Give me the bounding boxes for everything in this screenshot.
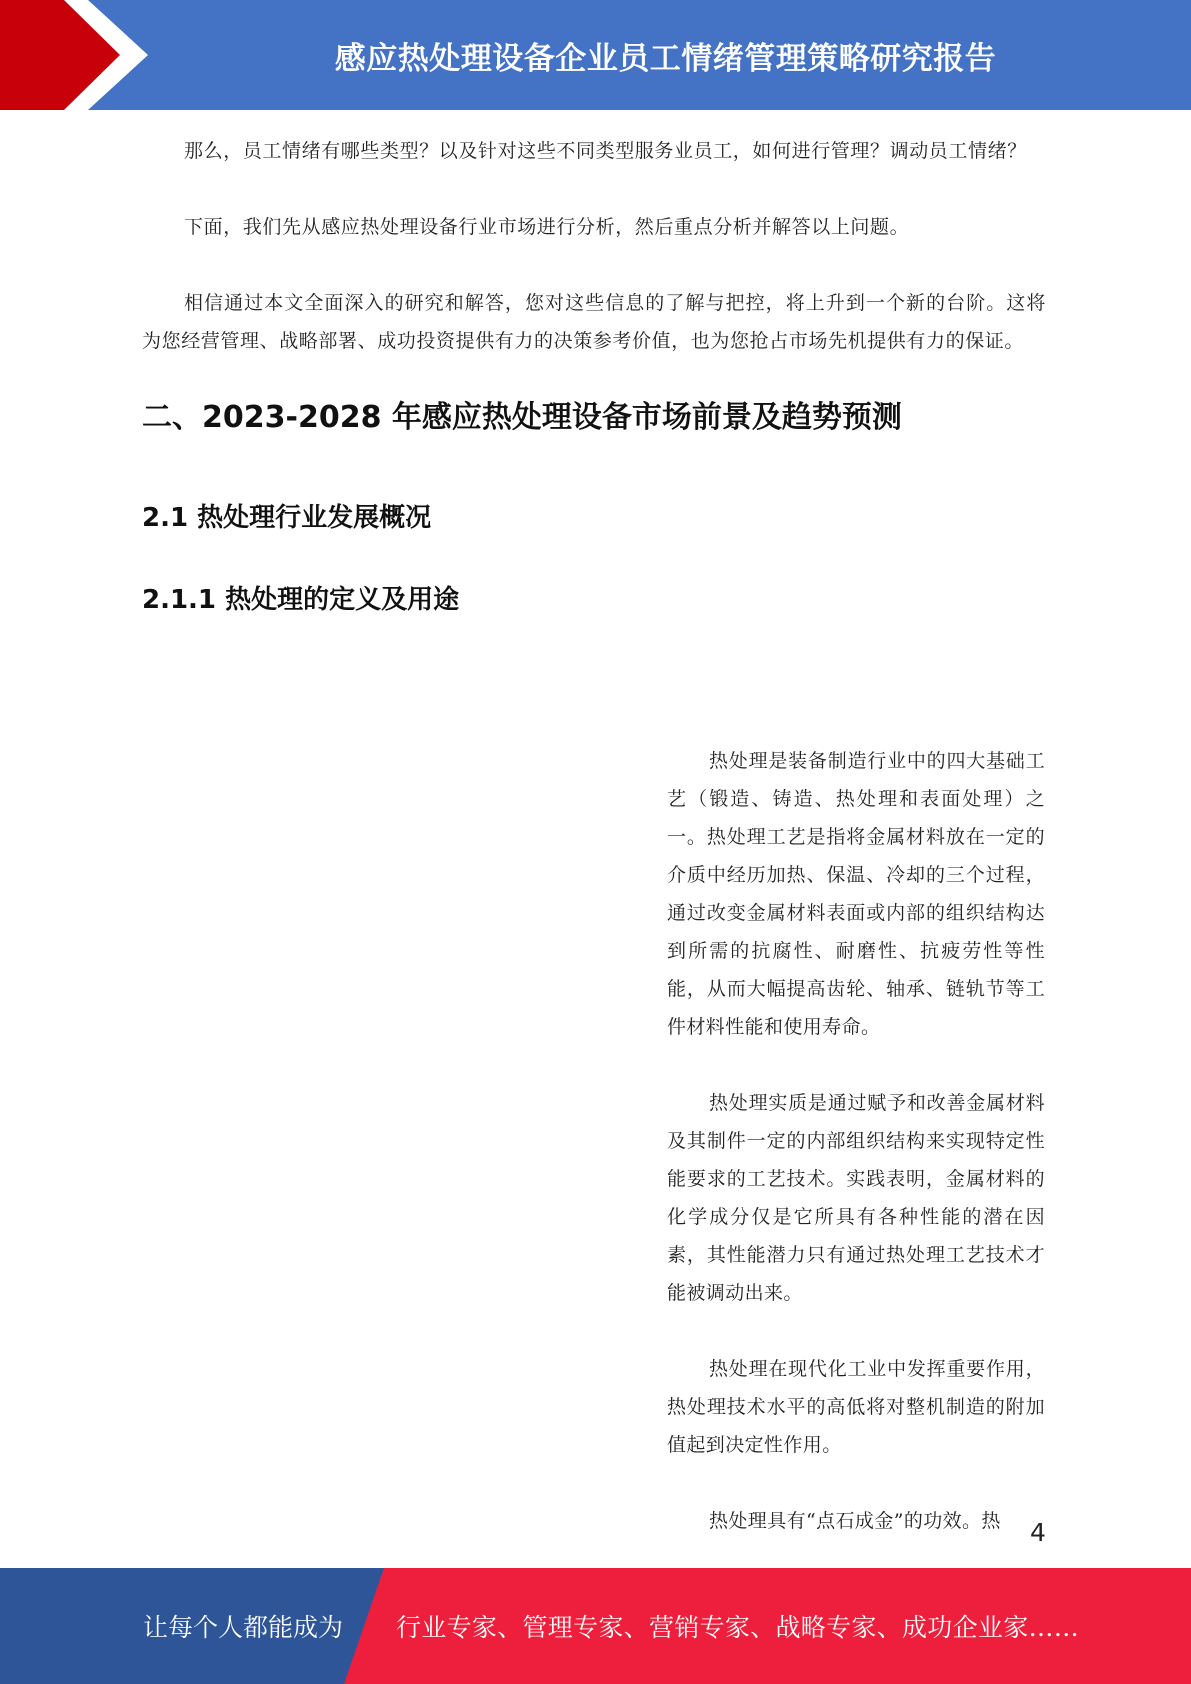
intro-paragraph: 那么，员工情绪有哪些类型？以及针对这些不同类型服务业员工，如何进行管理？调动员工情绪？	[184, 140, 1027, 162]
column-paragraph: 热处理在现代化工业中发挥重要作用，热处理技术水平的高低将对整机制造的附加值起到决定性作用。	[667, 1358, 1045, 1456]
footer-slogan-right: 行业专家、管理专家、营销专家、战略专家、成功企业家……	[396, 1613, 1080, 1642]
subsection-heading: 2.1 热处理行业发展概况	[142, 503, 432, 533]
column-paragraph: 热处理具有“点石成金”的功效。热	[709, 1510, 1001, 1532]
column-paragraph: 热处理是装备制造行业中的四大基础工艺（锻造、铸造、热处理和表面处理）之一。热处理工艺是指将金属材料放在一定的介质中经历加热、保温、冷却的三个过程，通过改变金属材料表面或内部的组织结构达到所需的抗腐性、耐磨性、抗疲劳性等性能，从而大幅提高齿轮、轴承、链轨节等工件材料性能和使用寿命。	[667, 750, 1045, 1038]
right-text-column	[667, 742, 1045, 1540]
document-title: 感应热处理设备企业员工情绪管理策略研究报告	[334, 40, 997, 77]
section-heading: 二、2023-2028 年感应热处理设备市场前景及趋势预测	[142, 400, 902, 435]
header-band	[0, 0, 1191, 110]
footer-slogan-left: 让每个人都能成为	[143, 1613, 344, 1642]
intro-paragraph: 相信通过本文全面深入的研究和解答，您对这些信息的了解与把控，将上升到一个新的台阶。这将为您经营管理、战略部署、成功投资提供有力的决策参考价值，也为您抢占市场先机提供有力的保证。	[142, 292, 1046, 352]
intro-paragraph: 下面，我们先从感应热处理设备行业市场进行分析，然后重点分析并解答以上问题。	[184, 216, 910, 238]
page-number: 4	[1030, 1518, 1046, 1547]
subsubsection-heading: 2.1.1 热处理的定义及用途	[142, 585, 460, 615]
column-paragraph: 热处理实质是通过赋予和改善金属材料及其制件一定的内部组织结构来实现特定性能要求的工艺技术。实践表明，金属材料的化学成分仅是它所具有各种性能的潜在因素，其性能潜力只有通过热处理工艺技术才能被调动出来。	[667, 1092, 1045, 1304]
footer-band	[0, 1568, 1191, 1684]
main-content	[142, 132, 1046, 620]
